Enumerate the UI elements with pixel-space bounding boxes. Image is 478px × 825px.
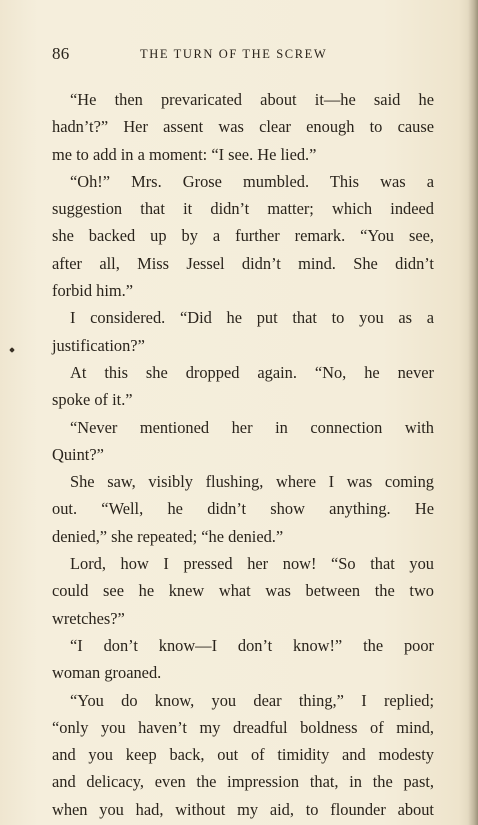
- text-line: justification?”: [52, 335, 145, 355]
- text-line: forbid him.”: [52, 281, 134, 301]
- running-title: THE TURN OF THE SCREW: [140, 47, 328, 61]
- text-line: At this she dropped again. “No, he never: [70, 362, 434, 382]
- text-line: out. “Well, he didn’t show anything. He: [52, 499, 434, 519]
- text-line: denied,” she repeated; “he denied.”: [52, 526, 284, 546]
- text-line: “You do know, you dear thing,” I replied;: [70, 690, 434, 710]
- margin-mark: [9, 347, 15, 353]
- text-line: she backed up by a further remark. “You see,: [52, 226, 434, 246]
- text-line: Quint?”: [52, 444, 104, 464]
- text-line: spoke of it.”: [52, 390, 133, 410]
- text-line: could see he knew what was between the two: [52, 581, 434, 601]
- text-line: “He then prevaricated about it—he said he: [70, 90, 434, 109]
- text-line: and you keep back, out of timidity and modesty: [52, 745, 434, 765]
- text-line: me to add in a moment: “I see. He lied.”: [52, 144, 317, 164]
- text-line: after all, Miss Jessel didn’t mind. She didn’t: [52, 253, 434, 273]
- page-edge-shadow: [468, 0, 478, 825]
- text-line: “Never mentioned her in connection with: [70, 417, 434, 437]
- text-line: “Oh!” Mrs. Grose mumbled. This was a: [70, 171, 434, 191]
- text-line: wretches?”: [52, 608, 125, 628]
- page-number: 86: [52, 44, 70, 63]
- text-line: “only you haven’t my dreadful boldness of mind,: [52, 717, 434, 737]
- text-line: hadn’t?” Her assent was clear enough to cause: [52, 117, 434, 137]
- text-line: I considered. “Did he put that to you as a: [70, 308, 434, 328]
- text-line: and delicacy, even the impression that, in the past,: [52, 772, 434, 792]
- text-line: suggestion that it didn’t matter; which indeed: [52, 199, 434, 219]
- text-line: when you had, without my aid, to flounder about: [52, 799, 434, 819]
- text-line: woman groaned.: [52, 663, 162, 683]
- body-text: [52, 86, 434, 823]
- text-line: “I don’t know—I don’t know!” the poor: [70, 635, 434, 655]
- text-line: She saw, visibly flushing, where I was coming: [70, 472, 434, 492]
- text-line: Lord, how I pressed her now! “So that you: [70, 554, 434, 574]
- page-header: [52, 44, 434, 66]
